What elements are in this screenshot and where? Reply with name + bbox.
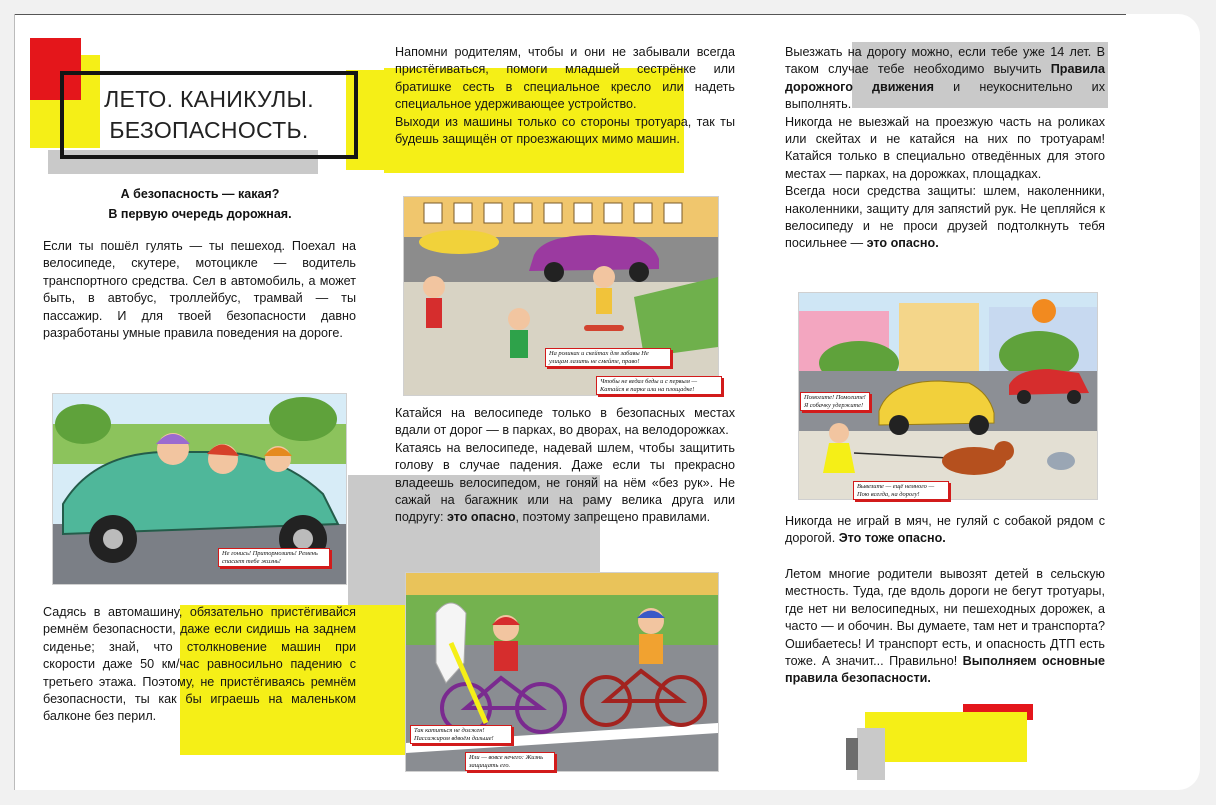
caption-skate-1: На роликах и скейтах для забавы Не улицам лазить не смейте, право! [545, 348, 671, 367]
caption-car: Не гонись! Притормозить! Ремень спасает тебе жизнь! [218, 548, 330, 567]
deco-yellow-block-bottom [865, 712, 1027, 762]
caption-dog-1: Помогите! Помогите! Я собачку удержите! [800, 392, 870, 411]
deco-dark-block-bottom [846, 738, 858, 770]
col3-also-danger-emphasis: Это тоже опасно. [838, 531, 946, 546]
caption-skate-2: Чтобы не ведал беды и с первым — Катайся в парке или на площадке! [596, 376, 722, 395]
page-title [60, 71, 358, 159]
col2-emphasis: это опасно [446, 510, 516, 525]
col3-final-emphasis: Выполняем основные правила безопасности. [785, 654, 1105, 686]
col2-paragraph-1: Напомни родителям, чтобы и они не забывали всегда пристёгиваться, помоги младшей сестрёнке или братишке сесть в специальное кресло или надеть специальное удерживающее устройство. Выходи из машины только со стороны тротуара, так ты будешь защищён от проезжающих мимо машин. [395, 44, 735, 148]
subheading-line-2: В первую очередь дорожная. [108, 207, 292, 221]
caption-bike-2: Или — вовсе нечего: Жизнь защищать его. [465, 752, 555, 771]
col3-paragraph-1: Выезжать на дорогу можно, если тебе уже 14 лет. В таком случае тебе необходимо выучить Правила дорожного движения и неукоснительно их выполнять. Никогда не выезжай на проезжую часть на роликах или скейтах и не катайся на них по тротуарам! Катайся только в специально отведённых для этого местах — парках, на дорожках, площадках. Всегда носи средства защиты: шлем, наколенники, наколенники, защиту для запястий рук. Не цепляйся к велосипеду и не проси друзей подтолкнуть тебя посильнее — это опасно. [785, 44, 1105, 253]
top-rule [14, 14, 1126, 15]
col3-rules-emphasis: Правила дорожного движения [785, 62, 1105, 94]
title-line-1: ЛЕТО. КАНИКУЛЫ. [104, 86, 314, 112]
subheading [40, 184, 360, 224]
col3-paragraph-2: Никогда не выезжай на проезжую часть на роликах или скейтах и не катайся на них по тротуарам! Катайся только в специально отведённых для этого местах — парках, на дорожках, площадках. [785, 114, 1105, 181]
col2-paragraph-2: Выходи из машины только со стороны тротуара, так ты будешь защищён от проезжающих мимо машин. [395, 114, 735, 147]
col1-paragraph-2: Садясь в автомашину, обязательно пристёгивайся ремнём безопасности, даже если сидишь на заднем сиденье; знай, что столкновение машин при скорости даже 50 км/час равносильно падению с третьего этажа. Поэтому, не пристёгиваясь ремнём безопасности, ты как бы играешь на маленьком балконе без перил. [43, 605, 356, 724]
deco-gray-block-bottom [857, 728, 885, 780]
col3-paragraph-4: Никогда не играй в мяч, не гуляй с собакой рядом с дорогой. Это тоже опасно. [785, 514, 1105, 546]
col1-paragraph-1: Если ты пошёл гулять — ты пешеход. Поехал на велосипеде, скутере, мотоцикле — водитель транспортного средства. Сел в автомобиль, а может быть, в автобус, троллейбус, трамвай — ты пассажир. И для твоей безопасности давно разработаны умные правила поведения на дороге. [43, 239, 356, 341]
col3-danger-emphasis: это опасно. [866, 236, 939, 251]
subheading-line-1: А безопасность — какая? [120, 187, 280, 201]
col2-paragraph-3: Катайся на велосипеде только в безопасных местах вдали от дорог — в парках, во дворах, на велодорожках. Катаясь на велосипеде, надевай шлем, чтобы защитить голову в случае падения. Даже если ты прекрасно владеешь велосипедом, не гоняй на нём «без рук». Не сажай на багажник или на раму велика друга или подругу: это опасно, поэтому запрещено правилами. [395, 405, 735, 527]
col3-paragraph-3: Всегда носи средства защиты: шлем, наколенники, наколенники, защиту для запястий рук. Не цепляйся к велосипеду и не проси друзей подтолкнуть тебя посильнее — это опасно. [785, 184, 1105, 251]
caption-bike-1: Так катиться не должен! Пассажиром вдвоём дальше! [410, 725, 512, 744]
title-line-2: БЕЗОПАСНОСТЬ. [109, 117, 309, 143]
caption-dog-2: Вывезите — ещё немного — Пою всегда, на дорогу! [853, 481, 949, 500]
col2-paragraph-4: Катаясь на велосипеде, надевай шлем, чтобы защитить голову в случае падения. Даже если ты прекрасно владеешь велосипедом, не гоняй на нём «без рук». Не сажай на багажник или на раму велика друга или подругу: это опасно, поэтому запрещено правилами. [395, 440, 735, 525]
col3-paragraph-5: Летом многие родители вывозят детей в сельскую местность. Туда, где вдоль дороги не бегут тротуары, где нет ни велосипедных, ни пешеходных дорожек, а часто — и обочин. Вы думаете, там нет и транспорта? Ошибаетесь! И транспорт есть, и опасность ДТП есть тоже. А значит... Правильно! Выполняем основные правила безопасности. [785, 567, 1105, 686]
left-rule [14, 14, 15, 790]
